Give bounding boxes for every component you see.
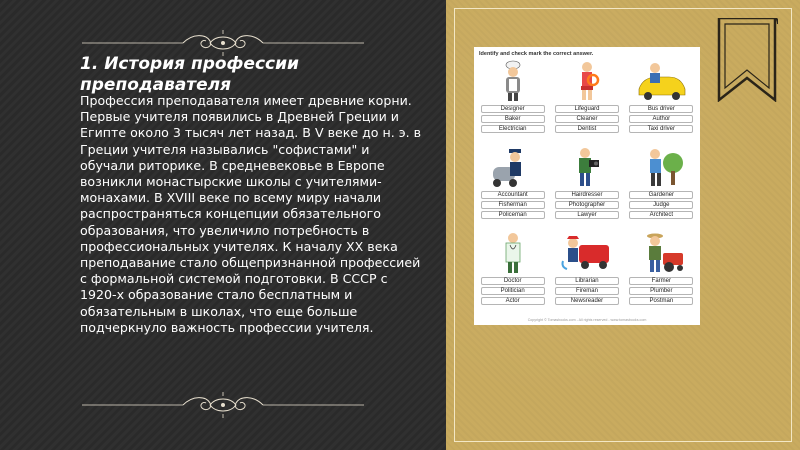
answer-option[interactable]: Hairdresser bbox=[555, 191, 619, 199]
answer-option[interactable]: Architect bbox=[629, 211, 693, 219]
answer-option[interactable]: Gardener bbox=[629, 191, 693, 199]
gardener-icon bbox=[633, 145, 689, 189]
slide-title: 1. История профессии преподавателя bbox=[80, 54, 299, 95]
answer-option[interactable]: Author bbox=[629, 115, 693, 123]
answer-option[interactable]: Cleaner bbox=[555, 115, 619, 123]
answer-option[interactable]: Doctor bbox=[481, 277, 545, 285]
worksheet-copyright: Copyright © Tomasbooks.com - All rights reserved - www.tomasbooks.com bbox=[527, 318, 647, 322]
worksheet-grid bbox=[477, 59, 697, 317]
answer-option[interactable]: Postman bbox=[629, 297, 693, 305]
worksheet-card bbox=[551, 59, 622, 145]
photographer-icon bbox=[559, 145, 615, 189]
answer-option[interactable]: Electrician bbox=[481, 125, 545, 133]
answer-option[interactable]: Fisherman bbox=[481, 201, 545, 209]
answer-option[interactable]: Farmer bbox=[629, 277, 693, 285]
policeman-icon bbox=[485, 145, 541, 189]
flourish-divider-bottom-icon bbox=[78, 392, 368, 418]
answer-option[interactable]: Bus driver bbox=[629, 105, 693, 113]
bookmark-ribbon-icon bbox=[716, 18, 778, 102]
answer-option[interactable]: Librarian bbox=[555, 277, 619, 285]
farmer-icon bbox=[633, 231, 689, 275]
worksheet-card bbox=[477, 59, 548, 145]
lifeguard-icon bbox=[559, 59, 615, 103]
worksheet-card bbox=[551, 145, 622, 231]
worksheet-card bbox=[477, 145, 548, 231]
worksheet-card bbox=[626, 231, 697, 317]
taxi-driver-icon bbox=[633, 59, 689, 103]
answer-option[interactable]: Baker bbox=[481, 115, 545, 123]
professions-worksheet-image bbox=[474, 47, 700, 325]
answer-option[interactable]: Lawyer bbox=[555, 211, 619, 219]
answer-option[interactable]: Plumber bbox=[629, 287, 693, 295]
answer-option[interactable]: Actor bbox=[481, 297, 545, 305]
answer-option[interactable]: Dentist bbox=[555, 125, 619, 133]
worksheet-card bbox=[626, 59, 697, 145]
answer-option[interactable]: Accountant bbox=[481, 191, 545, 199]
answer-option[interactable]: Politician bbox=[481, 287, 545, 295]
answer-option[interactable]: Judge bbox=[629, 201, 693, 209]
worksheet-card bbox=[551, 231, 622, 317]
flourish-divider-top-icon bbox=[78, 30, 368, 56]
doctor-icon bbox=[485, 231, 541, 275]
chef-icon bbox=[485, 59, 541, 103]
worksheet-card bbox=[626, 145, 697, 231]
slide-body-text: Профессия преподавателя имеет древние корни. Первые учителя появились в Древней Греции и Египте около 3 тысяч лет назад. В V веке до н. э. в Греции учителя назывались "софистами" и обучали риторике. В средневековье в Европе возникли монастырские школы с учителями-монахами. В XVIII веке по всему миру начали распространяться концепции обязательного образования, что увеличило потребность в профессиональных учителях. К началу XX века преподавание стало общепризнанной профессией с формальной системой подготовки. В СССР с 1920-х образование стало бесплатным и обязательным в школах, что еще больше подчеркнуло важность профессии учителя. bbox=[80, 93, 422, 335]
answer-option[interactable]: Lifeguard bbox=[555, 105, 619, 113]
answer-option[interactable]: Fireman bbox=[555, 287, 619, 295]
answer-option[interactable]: Policeman bbox=[481, 211, 545, 219]
fireman-icon bbox=[559, 231, 615, 275]
worksheet-card bbox=[477, 231, 548, 317]
answer-option[interactable]: Newsreader bbox=[555, 297, 619, 305]
answer-option[interactable]: Taxi driver bbox=[629, 125, 693, 133]
worksheet-instruction: Identify and check mark the correct answer. bbox=[479, 51, 594, 57]
answer-option[interactable]: Photographer bbox=[555, 201, 619, 209]
answer-option[interactable]: Designer bbox=[481, 105, 545, 113]
